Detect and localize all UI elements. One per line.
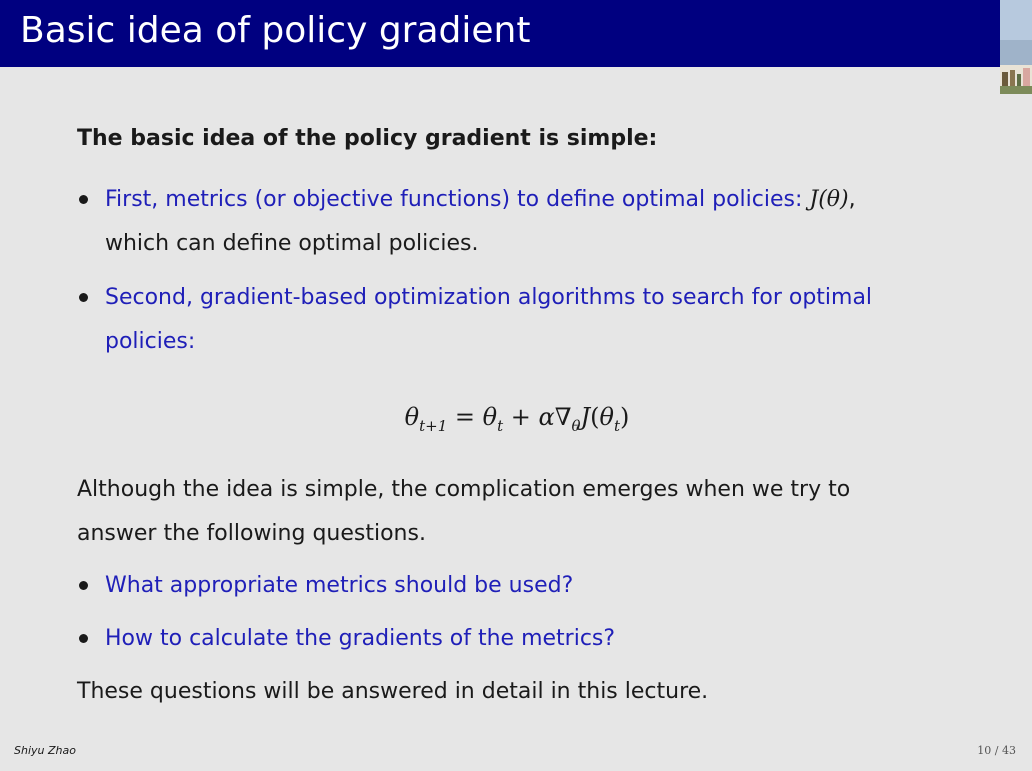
bullet-line: How to calculate the gradients of the metrics? — [105, 626, 616, 651]
eq-subscript: t — [613, 416, 620, 435]
eq-J: J — [580, 403, 591, 431]
bullet-continuation: which can define optimal policies. — [105, 231, 479, 256]
slide-heading: The basic idea of the policy gradient is simple: — [77, 126, 658, 151]
bullet-dot-icon — [79, 634, 88, 643]
eq-theta: θ — [482, 403, 498, 431]
slide-title: Basic idea of policy gradient — [20, 10, 531, 51]
eq-theta: θ — [599, 403, 614, 431]
university-logo-image — [1000, 0, 1032, 94]
bullet-dot-icon — [79, 581, 88, 590]
footer-author: Shiyu Zhao — [14, 744, 76, 757]
eq-alpha: α — [538, 403, 555, 431]
bullet-line: Second, gradient-based optimization algorithms to search for optimal — [105, 285, 873, 310]
closing-paragraph: These questions will be answered in detail in this lecture. — [77, 679, 709, 704]
paragraph-line: answer the following questions. — [77, 521, 426, 546]
eq-subscript: t — [497, 416, 504, 435]
footer-page-number: 10 / 43 — [977, 744, 1016, 757]
eq-paren: ) — [619, 403, 630, 431]
eq-nabla: ∇ — [554, 403, 572, 431]
gradient-ascent-equation — [77, 400, 957, 443]
slide-title-bar — [0, 0, 1000, 67]
eq-plus: + — [503, 403, 539, 431]
eq-equals: = — [447, 403, 483, 431]
eq-theta: θ — [404, 403, 420, 431]
eq-subscript: θ — [571, 416, 581, 435]
eq-subscript: t+1 — [419, 416, 448, 435]
bullet-dot-icon — [79, 293, 88, 302]
eq-paren: ( — [590, 403, 600, 431]
bullet-line — [105, 185, 856, 215]
math-J-theta: J(θ) — [809, 187, 849, 212]
bullet-text-blue: First, metrics (or objective functions) to define optimal policies: — [105, 187, 803, 212]
paragraph-line: Although the idea is simple, the complication emerges when we try to — [77, 477, 851, 502]
bullet-continuation: policies: — [105, 329, 196, 354]
bullet-line: What appropriate metrics should be used? — [105, 573, 574, 598]
bullet-dot-icon — [79, 195, 88, 204]
bullet-comma: , — [848, 187, 856, 212]
